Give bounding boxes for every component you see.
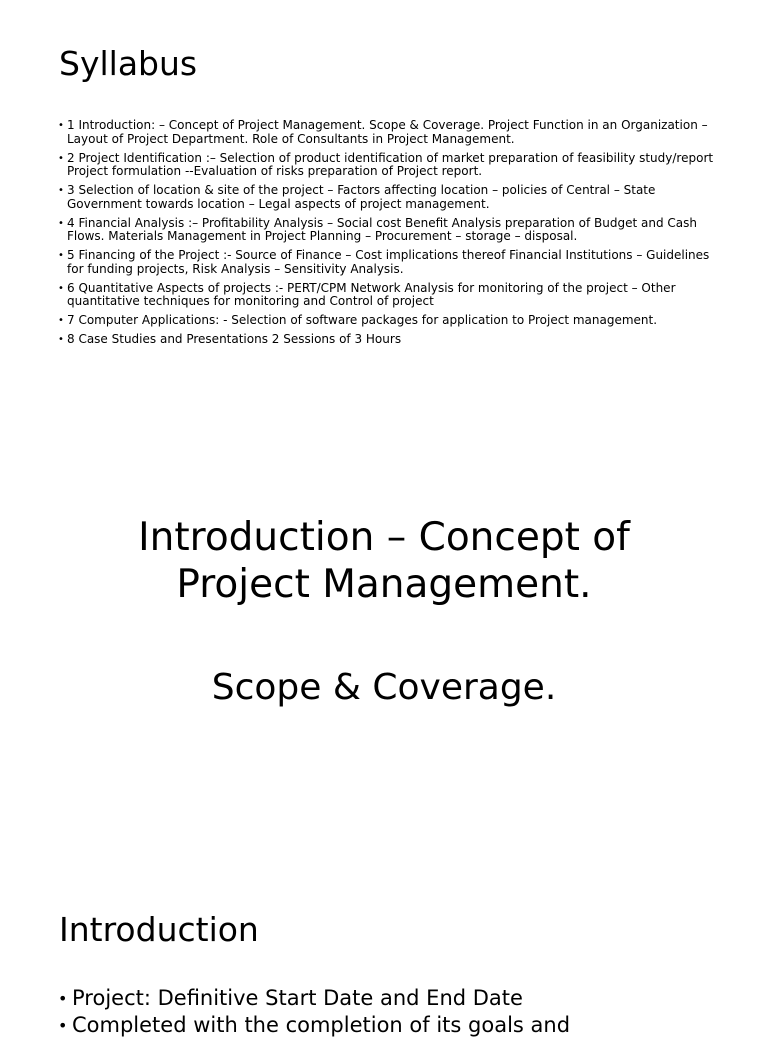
- slide-introduction-concept: [0, 430, 768, 860]
- slide-title: Introduction: [59, 910, 259, 949]
- list-item: • 7 Computer Applications: - Selection of software packages for application to Project management.: [58, 314, 718, 328]
- slide-title: Syllabus: [59, 44, 198, 83]
- slide-introduction: [0, 860, 768, 1037]
- list-item: • 5 Financing of the Project :- Source of Finance – Cost implications thereof Financial Institutions – Guidelines for funding projects, Risk Analysis – Sensitivity Analysis.: [58, 249, 718, 276]
- slide-title: [0, 514, 768, 608]
- title-line-1: Introduction – Concept of: [138, 515, 630, 560]
- list-item: • 4 Financial Analysis :– Profitability Analysis – Social cost Benefit Analysis preparation of Budget and Cash Flows. Materials Management in Project Planning – Procurement – storage – disposal.: [58, 217, 718, 244]
- syllabus-list: [58, 119, 718, 352]
- slide-subtitle: Scope & Coverage.: [211, 667, 557, 708]
- title-line-2: Project Management.: [176, 562, 592, 607]
- list-item: • 8 Case Studies and Presentations 2 Sessions of 3 Hours: [58, 333, 718, 347]
- slide-syllabus: [0, 0, 768, 430]
- list-item: • 6 Quantitative Aspects of projects :- PERT/CPM Network Analysis for monitoring of the project – Other quantitative techniques for monitoring and Control of project: [58, 282, 718, 309]
- list-item: • 2 Project Identification :– Selection of product identification of market preparation of feasibility study/report Project formulation --Evaluation of risks preparation of Project report.: [58, 152, 718, 179]
- list-item: • 1 Introduction: – Concept of Project Management. Scope & Coverage. Project Function in an Organization – Layout of Project Department. Role of Consultants in Project Management.: [58, 119, 718, 146]
- list-item: • 3 Selection of location & site of the project – Factors affecting location – policies of Central – State Government towards location – Legal aspects of project management.: [58, 184, 718, 211]
- introduction-list: [58, 985, 570, 1039]
- list-item: • Project: Definitive Start Date and End Date: [58, 985, 570, 1012]
- list-item: • Completed with the completion of its goals and: [58, 1012, 570, 1039]
